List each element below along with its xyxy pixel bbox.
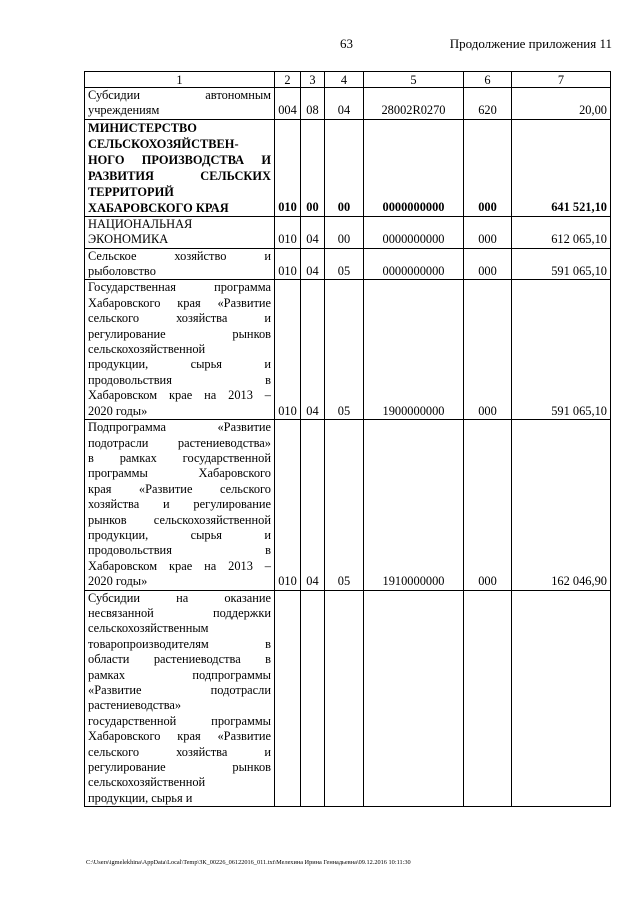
appendix-continuation-label: Продолжение приложения 11 <box>449 36 612 51</box>
footer-file-path: C:\Users\igmelekhina\AppData\Local\Temp\ЗК_00226_06122016_011.txt\Мелехина Ирина Геннадьевна\09.12.2016 10:11:30 <box>86 859 411 866</box>
row-name-line: СЕЛЬСКОХОЗЯЙСТВЕН- <box>88 136 239 151</box>
row-name-line: МИНИСТЕРСТВО <box>88 120 197 135</box>
row-name-line: Хабаровского края «Развитие <box>88 295 271 310</box>
row-name-line: в рамках государственной <box>88 450 271 465</box>
row-name-line: ЭКОНОМИКА <box>88 232 169 247</box>
row-cell-c4: 00 <box>325 216 364 248</box>
row-name-line: подотрасли растениеводства» <box>88 435 271 450</box>
row-cell-c7: 591 065,10 <box>512 280 611 420</box>
row-cell-c7: 20,00 <box>512 88 611 120</box>
row-name-cell <box>85 590 275 807</box>
row-name-line: края «Развитие сельского <box>88 481 271 496</box>
row-cell-c6: 620 <box>464 88 512 120</box>
row-name-line: НАЦИОНАЛЬНАЯ <box>88 216 193 231</box>
row-name-cell <box>85 420 275 590</box>
row-cell-c2: 004 <box>275 88 301 120</box>
row-name-line: регулирование рынков <box>88 760 271 775</box>
row-name-line: сельскохозяйственной <box>88 342 206 357</box>
row-cell-c5: 0000000000 <box>364 119 464 216</box>
column-header: 3 <box>301 72 325 88</box>
column-header: 6 <box>464 72 512 88</box>
row-name-line: 2020 годы» <box>88 574 148 589</box>
row-cell-c5: 28002R0270 <box>364 88 464 120</box>
row-cell-c5: 1900000000 <box>364 280 464 420</box>
row-cell-c7: 162 046,90 <box>512 420 611 590</box>
row-name-line: сельского хозяйства и <box>88 311 271 326</box>
row-cell-c3: 04 <box>301 280 325 420</box>
row-cell-c2: 010 <box>275 119 301 216</box>
row-name-cell <box>85 248 275 280</box>
row-cell-c3: 00 <box>301 119 325 216</box>
row-name-line: области растениеводства в <box>88 652 271 667</box>
row-name-line: Подпрограмма «Развитие <box>88 420 271 435</box>
row-name-line: несвязанной поддержки <box>88 605 271 620</box>
table-row <box>85 280 611 420</box>
row-cell-c3: 08 <box>301 88 325 120</box>
row-name-line: сельского хозяйства и <box>88 744 271 759</box>
row-cell-c4: 00 <box>325 119 364 216</box>
column-header: 5 <box>364 72 464 88</box>
row-name-line: хозяйства и регулирование <box>88 497 271 512</box>
table-row <box>85 248 611 280</box>
row-cell-c6: 000 <box>464 119 512 216</box>
row-name-line: государственной программы <box>88 713 271 728</box>
row-name-line: продовольствия в <box>88 372 271 387</box>
row-name-line: сельскохозяйственным <box>88 621 209 636</box>
table-row <box>85 590 611 807</box>
row-cell-c7: 591 065,10 <box>512 248 611 280</box>
row-name-line: РАЗВИТИЯ СЕЛЬСКИХ <box>88 168 271 183</box>
row-cell-c5: 0000000000 <box>364 216 464 248</box>
row-name-line: рынков сельскохозяйственной <box>88 512 271 527</box>
table-body <box>85 88 611 807</box>
row-cell-c4: 05 <box>325 248 364 280</box>
row-cell-c3: 04 <box>301 216 325 248</box>
row-name-line: учреждениям <box>88 103 160 118</box>
row-name-line: рамках подпрограммы <box>88 667 271 682</box>
page-number: 63 <box>340 36 353 51</box>
row-cell-c4 <box>325 590 364 807</box>
row-name-line: Хабаровском крае на 2013 – <box>88 558 271 573</box>
row-name-line: Хабаровского края «Развитие <box>88 729 271 744</box>
row-cell-c7: 641 521,10 <box>512 119 611 216</box>
row-cell-c2: 010 <box>275 248 301 280</box>
row-name-line: сельскохозяйственной <box>88 775 206 790</box>
row-cell-c2: 010 <box>275 280 301 420</box>
row-cell-c2 <box>275 590 301 807</box>
row-cell-c5 <box>364 590 464 807</box>
row-cell-c6: 000 <box>464 216 512 248</box>
row-name-line: 2020 годы» <box>88 403 148 418</box>
table-row <box>85 420 611 590</box>
row-name-line: растениеводства» <box>88 698 182 713</box>
row-name-line: ХАБАРОВСКОГО КРАЯ <box>88 200 229 215</box>
row-cell-c5: 0000000000 <box>364 248 464 280</box>
table-row <box>85 119 611 216</box>
column-header: 2 <box>275 72 301 88</box>
row-name-cell <box>85 216 275 248</box>
table-row <box>85 216 611 248</box>
row-name-line: Субсидии на оказание <box>88 590 271 605</box>
row-cell-c6: 000 <box>464 248 512 280</box>
row-cell-c4: 05 <box>325 280 364 420</box>
table-row <box>85 88 611 120</box>
row-cell-c5: 1910000000 <box>364 420 464 590</box>
row-cell-c4: 05 <box>325 420 364 590</box>
row-cell-c6 <box>464 590 512 807</box>
row-name-line: «Развитие подотрасли <box>88 683 271 697</box>
row-name-line: Государственная программа <box>88 280 271 295</box>
row-name-line: товаропроизводителям в <box>88 636 271 651</box>
column-header: 7 <box>512 72 611 88</box>
row-name-line: продукции, сырья и <box>88 790 193 805</box>
row-cell-c2: 010 <box>275 216 301 248</box>
row-cell-c3: 04 <box>301 420 325 590</box>
table-header-row <box>85 72 611 88</box>
row-name-cell <box>85 88 275 120</box>
column-header: 4 <box>325 72 364 88</box>
row-cell-c2: 010 <box>275 420 301 590</box>
row-name-line: рыболовство <box>88 264 156 279</box>
row-name-cell <box>85 280 275 420</box>
row-name-cell <box>85 119 275 216</box>
row-name-line: продукции, сырья и <box>88 357 271 372</box>
column-header: 1 <box>85 72 275 88</box>
row-cell-c7: 612 065,10 <box>512 216 611 248</box>
row-cell-c3 <box>301 590 325 807</box>
row-cell-c4: 04 <box>325 88 364 120</box>
row-name-line: программы Хабаровского <box>88 466 271 481</box>
budget-table <box>84 71 611 807</box>
row-name-line: ТЕРРИТОРИЙ <box>88 184 174 199</box>
row-name-line: НОГО ПРОИЗВОДСТВА И <box>88 152 271 167</box>
row-name-line: Субсидии автономным <box>88 88 271 102</box>
row-cell-c7 <box>512 590 611 807</box>
row-name-line: Сельское хозяйство и <box>88 248 271 263</box>
row-name-line: продовольствия в <box>88 543 271 558</box>
row-cell-c6: 000 <box>464 280 512 420</box>
row-name-line: продукции, сырья и <box>88 527 271 542</box>
row-cell-c3: 04 <box>301 248 325 280</box>
row-cell-c6: 000 <box>464 420 512 590</box>
row-name-line: регулирование рынков <box>88 326 271 341</box>
row-name-line: Хабаровском крае на 2013 – <box>88 388 271 403</box>
